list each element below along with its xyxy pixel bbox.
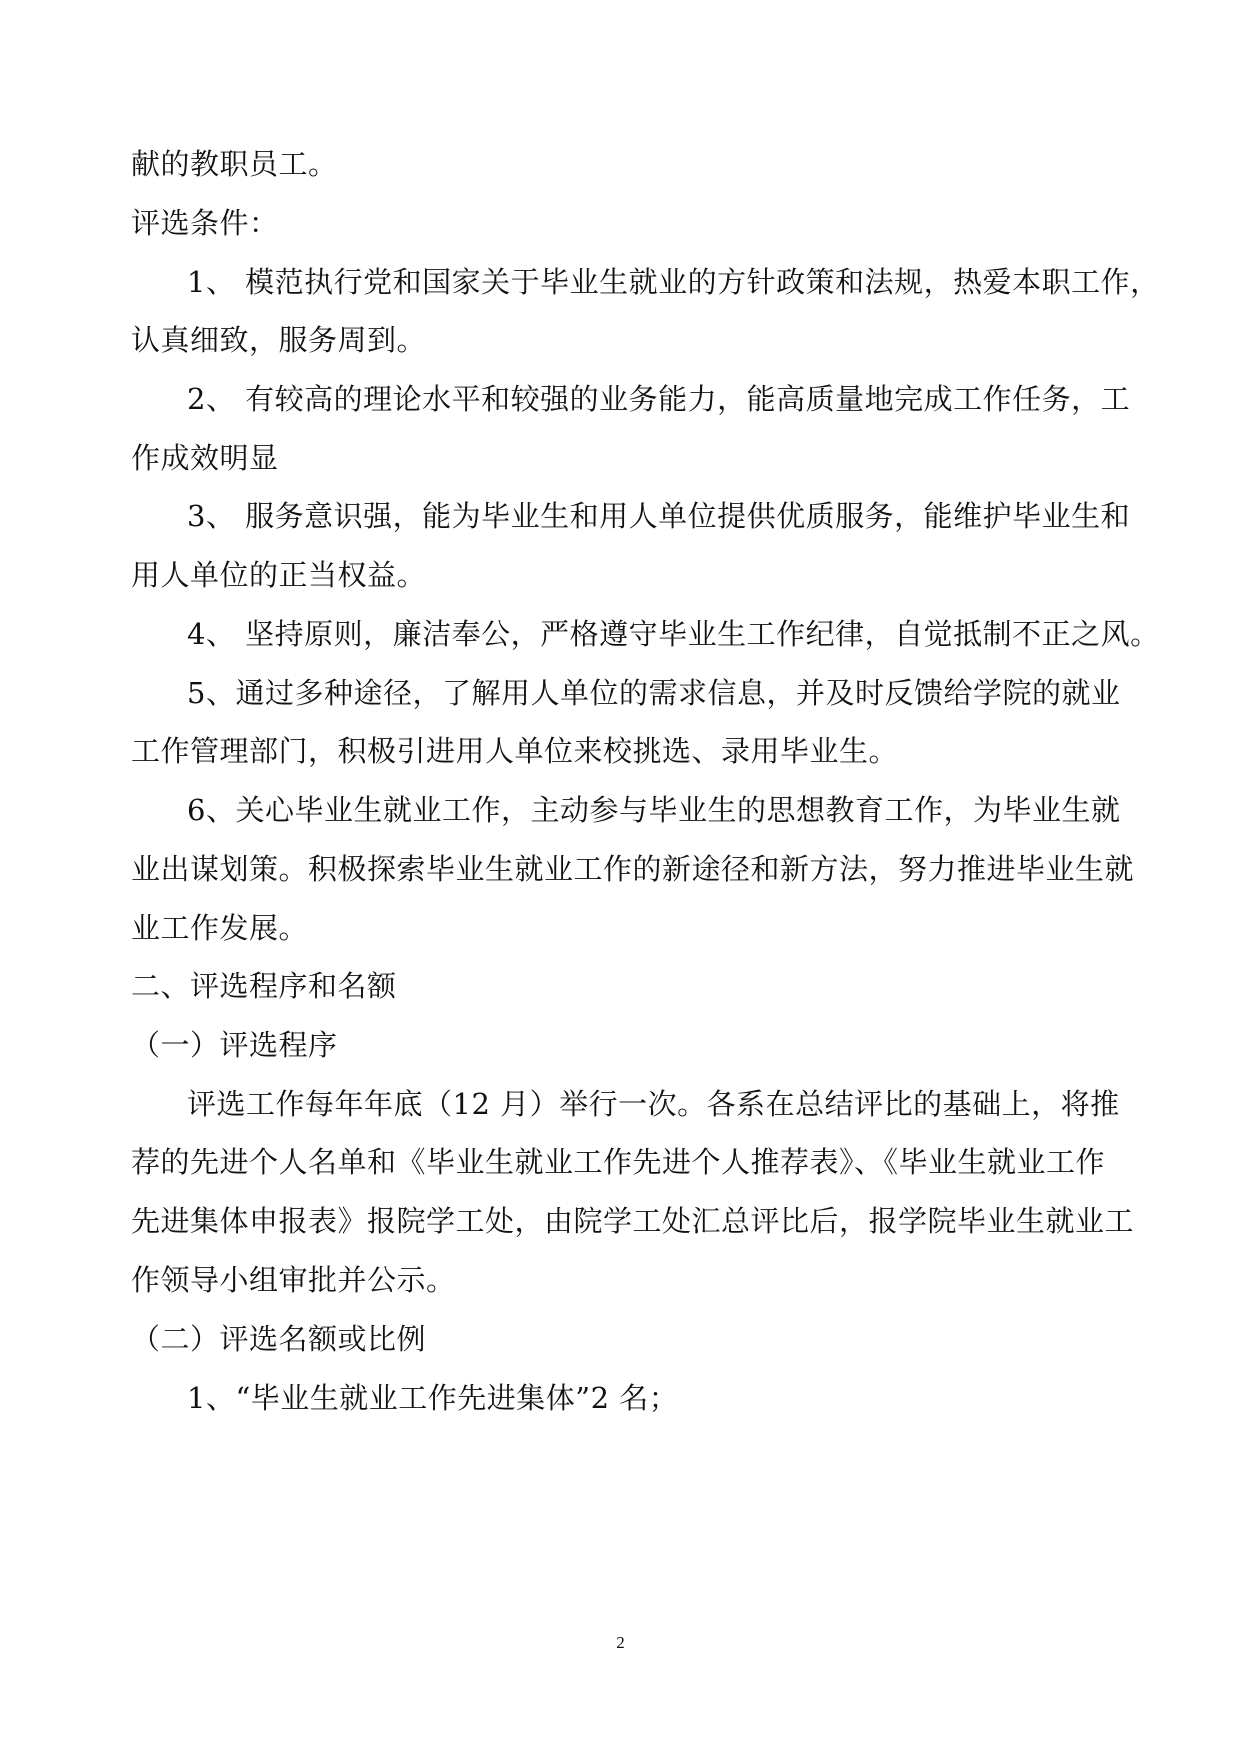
text-line: 用人单位的正当权益。 [131,558,427,592]
text-line: 6、关心毕业生就业工作，主动参与毕业生的思想教育工作，为毕业生就 [187,793,1121,827]
text-line: 献的教职员工。 [131,147,338,181]
text-line: 1、“毕业生就业工作先进集体”2 名； [187,1381,679,1415]
subsection-heading: （一）评选程序 [131,1028,338,1062]
text-line: 2、 有较高的理论水平和较强的业务能力，能高质量地完成工作任务，工 [187,382,1131,416]
text-line: 作领导小组审批并公示。 [131,1263,456,1297]
text-line: 业出谋划策。积极探索毕业生就业工作的新途径和新方法，努力推进毕业生就 [131,852,1135,886]
text-line: 荐的先进个人名单和《毕业生就业工作先进个人推荐表》、《毕业生就业工作 [131,1145,1106,1179]
page-number: 2 [616,1633,625,1652]
text-line: 1、 模范执行党和国家关于毕业生就业的方针政策和法规，热爱本职工作， [187,265,1160,299]
text-line: 工作管理部门，积极引进用人单位来校挑选、录用毕业生。 [131,734,899,768]
subsection-heading: （二）评选名额或比例 [131,1322,427,1356]
section-heading: 二、评选程序和名额 [131,969,397,1003]
text-line: 3、 服务意识强，能为毕业生和用人单位提供优质服务，能维护毕业生和 [187,499,1131,533]
condition-heading: 评选条件： [131,206,279,240]
text-line: 4、 坚持原则，廉洁奉公，严格遵守毕业生工作纪律，自觉抵制不正之风。 [187,617,1160,651]
text-line: 5、通过多种途径，了解用人单位的需求信息，并及时反馈给学院的就业 [187,676,1121,710]
text-line: 作成效明显 [131,441,279,475]
text-line: 认真细致，服务周到。 [131,323,427,357]
text-line: 先进集体申报表》报院学工处，由院学工处汇总评比后，报学院毕业生就业工 [131,1204,1135,1238]
text-line: 业工作发展。 [131,911,309,945]
text-line: 评选工作每年年底（12 月）举行一次。各系在总结评比的基础上，将推 [187,1087,1120,1121]
